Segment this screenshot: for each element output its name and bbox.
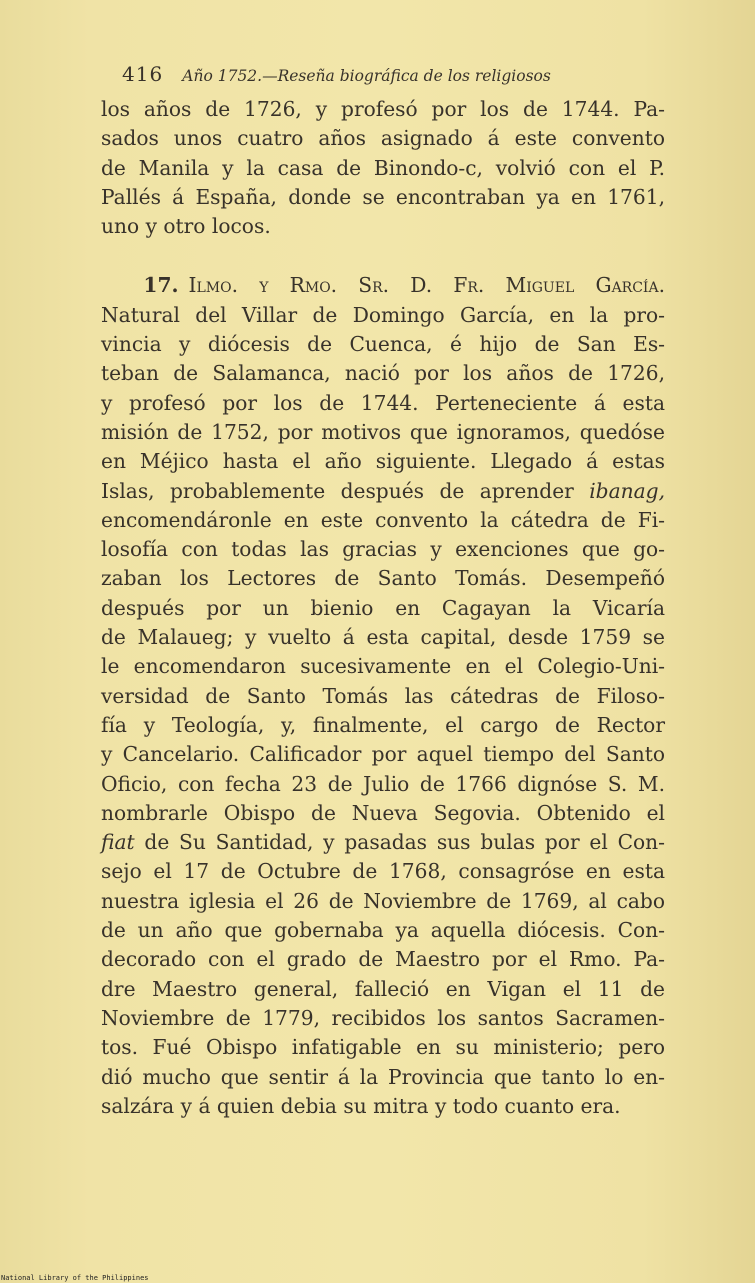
running-title: Año 1752.—Reseña biográfica de los religiosos [182, 67, 551, 85]
italic-word-ibanag: ibanag, [589, 478, 665, 503]
text-line: teban de Salamanca, nació por los años de 1726, [101, 361, 665, 386]
text-line: de Manila y la casa de Binondo-c, volvió con el P. [101, 155, 665, 180]
text-line [101, 477, 665, 506]
text-line: los años de 1726, y profesó por los de 1744. Pa- [101, 97, 665, 121]
text-line: decorado con el grado de Maestro por el Rmo. Pa- [101, 947, 665, 972]
text-line: de un año que gobernaba ya aquella diócesis. Con- [101, 918, 665, 943]
text-line: y Cancelario. Calificador por aquel tiempo del Santo [101, 742, 665, 767]
text-line: nuestra iglesia el 26 de Noviembre de 1769, al cabo [101, 888, 665, 913]
text-line: después por un bienio en Cagayan la Vicaría [101, 595, 665, 620]
italic-word-fiat: fiat [101, 830, 135, 855]
entry-heading-line [101, 271, 665, 300]
text-line: salzára y á quien debia su mitra y todo cuanto era. [101, 1093, 621, 1118]
text-line: sejo el 17 de Octubre de 1768, consagróse en esta [101, 859, 665, 884]
text-line: Pallés á España, donde se encontraban ya en 1761, [101, 184, 665, 209]
text-line: versidad de Santo Tomás las cátedras de Filoso- [101, 683, 665, 708]
page-number: 416 [122, 62, 164, 86]
text-segment: de Su Santidad, y pasadas sus bulas por el Con- [134, 830, 665, 855]
text-line: nombrarle Obispo de Nueva Segovia. Obtenido el [101, 800, 665, 825]
text-line: sados unos cuatro años asignado á este convento [101, 126, 665, 151]
text-line: dre Maestro general, falleció en Vigan el 11 de [101, 976, 665, 1001]
text-line: Oficio, con fecha 23 de Julio de 1766 dignóse S. M. [101, 771, 665, 796]
text-line: fía y Teología, y, finalmente, el cargo de Rector [101, 712, 665, 737]
entry-17 [101, 271, 665, 1121]
text-line: en Méjico hasta el año siguiente. Llegado á estas [101, 449, 665, 474]
page-header [122, 62, 551, 86]
text-line: tos. Fué Obispo infatigable en su ministerio; pero [101, 1035, 665, 1060]
text-line: Natural del Villar de Domingo García, en la pro- [101, 302, 665, 327]
text-line: dió mucho que sentir á la Provincia que tanto lo en- [101, 1064, 665, 1089]
text-line: zaban los Lectores de Santo Tomás. Desempeñó [101, 566, 665, 591]
text-line: losofía con todas las gracias y exenciones que go- [101, 537, 665, 562]
library-credit: National Library of the Philippines [1, 1274, 149, 1282]
text-line: encomendáronle en este convento la cátedra de Fi- [101, 507, 665, 532]
text-line: Noviembre de 1779, recibidos los santos Sacramen- [101, 1005, 665, 1030]
text-line: vincia y diócesis de Cuenca, é hijo de San Es- [101, 332, 665, 357]
text-line [101, 828, 665, 857]
body-text [101, 95, 665, 1121]
entry-number: 17. [143, 273, 179, 298]
text-line: misión de 1752, por motivos que ignoramos, quedóse [101, 419, 665, 444]
paragraph-continuation [101, 95, 665, 241]
text-line: uno y otro locos. [101, 214, 271, 239]
text-line: de Malaueg; y vuelto á esta capital, desde 1759 se [101, 625, 665, 650]
text-line: le encomendaron sucesivamente en el Colegio-Uni- [101, 654, 665, 679]
entry-heading: Ilmo. y Rmo. Sr. D. Fr. Miguel García. [188, 273, 665, 298]
text-line: y profesó por los de 1744. Perteneciente á esta [101, 390, 665, 415]
text-segment: Islas, probablemente después de aprender [101, 478, 590, 503]
